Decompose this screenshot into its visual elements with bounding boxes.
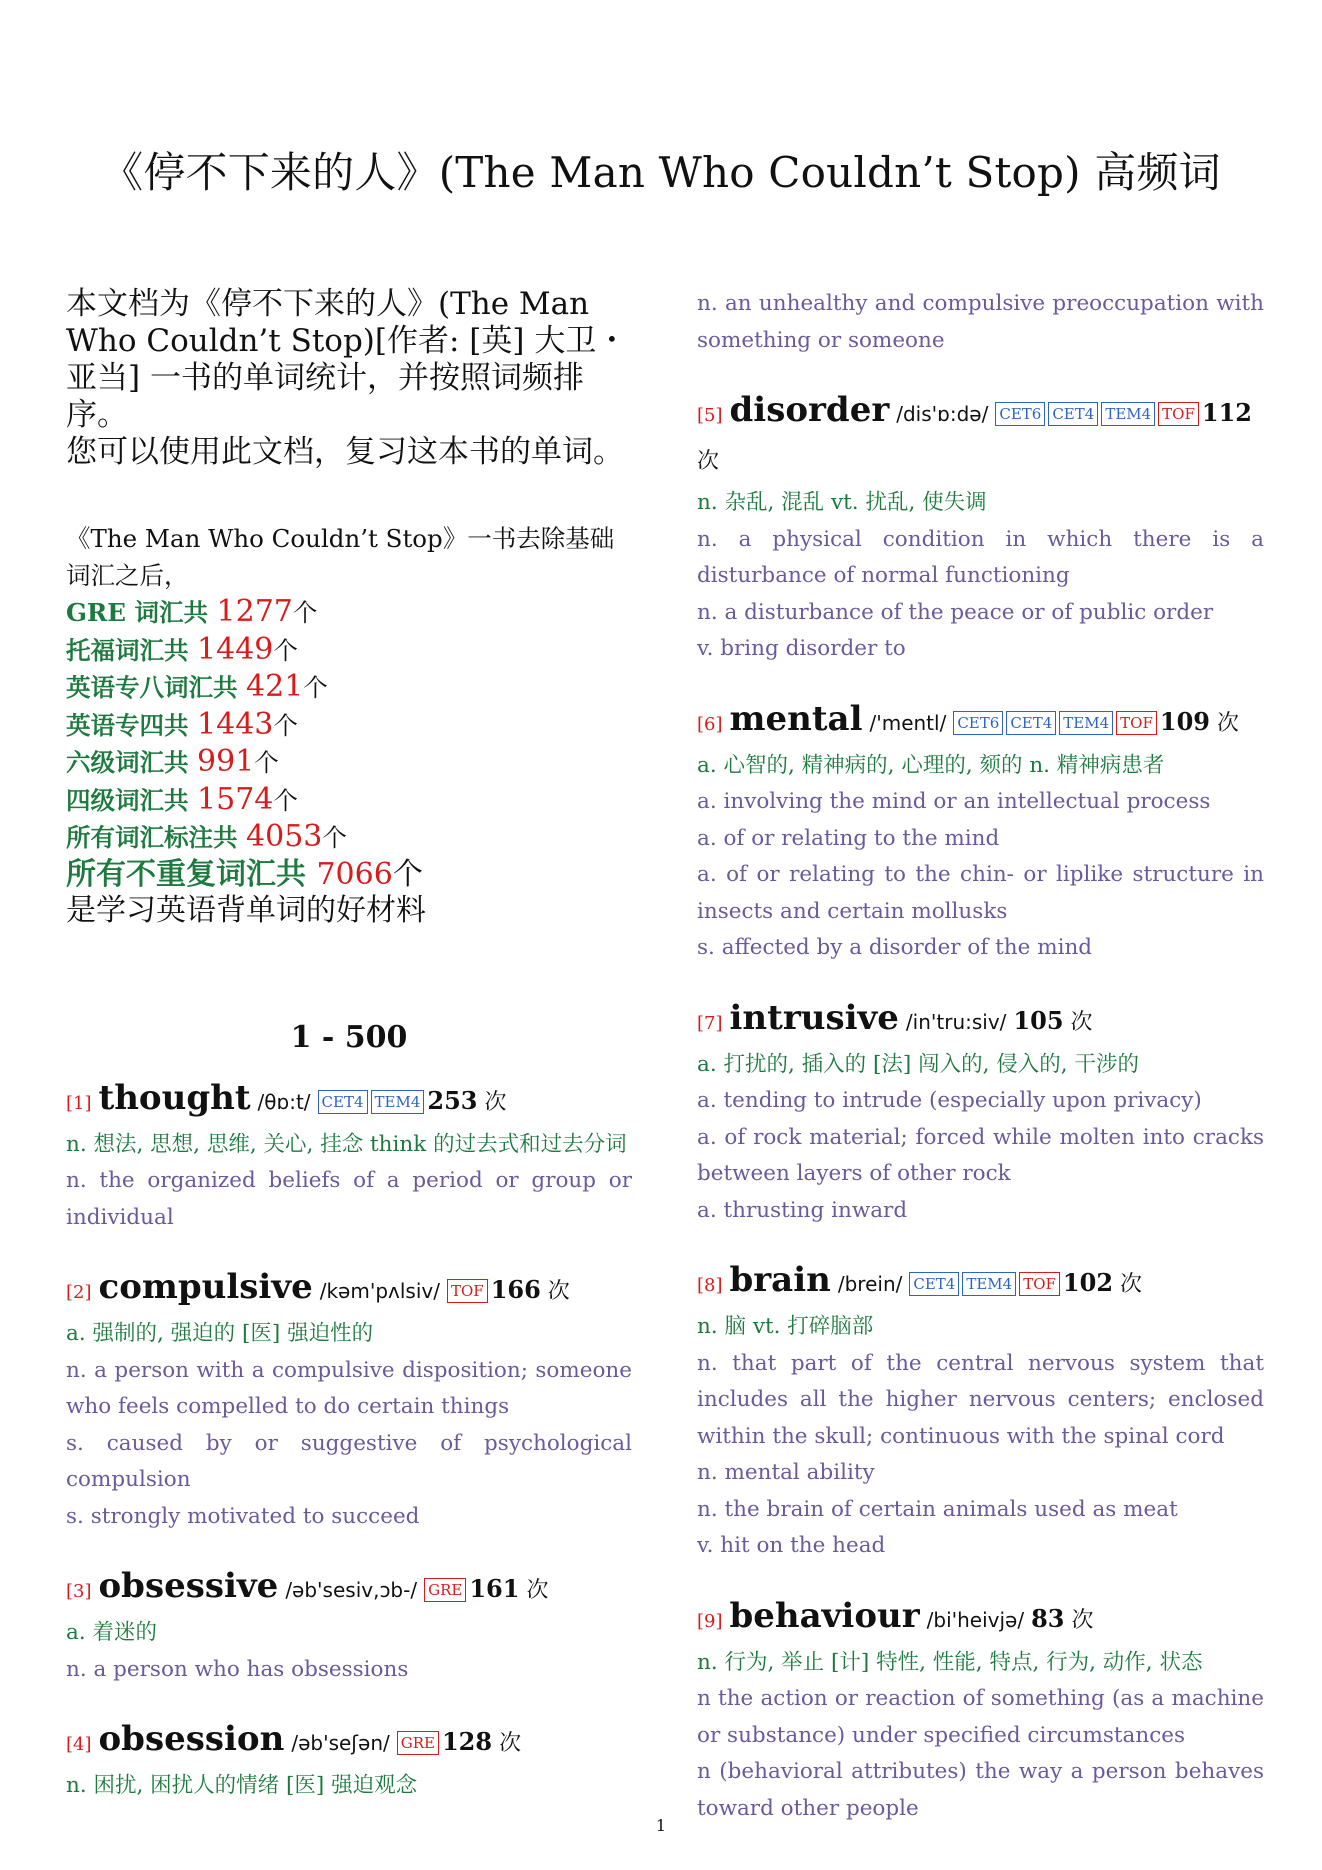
exam-tag: CET4 [909,1272,959,1296]
entry-definition: n. the organized beliefs of a period or group or individual [66,1168,632,1230]
page-title: 《停不下来的人》(The Man Who Couldn’t Stop) 高频词 [101,148,1221,197]
stat-unit: 个 [254,748,279,777]
entry-definition: n the action or reaction of something (as a machine or substance) under specified circumstances [697,1686,1264,1748]
entry-index: [3] [66,1581,92,1602]
entry-index: [1] [66,1092,92,1114]
entry-frequency: 161 [469,1574,520,1603]
exam-tag: TOF [447,1279,488,1303]
exam-tag: CET4 [1006,711,1056,735]
entry-times-unit: 次 [1120,1272,1143,1297]
entry-definition: n. a disturbance of the peace or of public order [697,599,1214,625]
word-entry [697,995,1264,1230]
entry-head [697,1593,1264,1645]
stat-label: 所有词汇标注共 [66,823,247,852]
stat-row [66,669,632,707]
entry-frequency: 109 [1159,706,1210,736]
entry-definition: a. tending to intrude (especially upon privacy) [697,1088,1202,1113]
stats-rows [66,594,632,893]
stat-row [66,819,632,857]
stat-row [66,744,632,782]
stat-unit: 个 [292,598,318,627]
stat-count: 4053 [246,819,323,854]
stat-unit: 个 [273,710,298,740]
entry-frequency: 166 [490,1275,541,1304]
stat-label: 英语专八词汇共 [66,673,247,702]
stat-row [66,594,632,632]
entry-index: [6] [697,713,723,735]
stat-count: 421 [246,669,304,704]
entry-times-unit: 次 [499,1731,522,1756]
entry-definition: n. the brain of certain animals used as meat [697,1496,1178,1522]
exam-tag: TEM4 [962,1272,1016,1296]
entry-times-unit: 次 [1070,1009,1093,1035]
entry-index: [8] [697,1275,723,1296]
word-entry [697,1593,1264,1828]
entry-times-unit: 次 [1216,710,1239,736]
stat-row [66,782,632,820]
entry-times-unit: 次 [526,1578,549,1603]
entry-head [697,1257,1264,1309]
entry-times-unit: 次 [484,1089,507,1115]
entry-definition: a. of rock material; forced while molten into cracks between layers of other rock [697,1124,1264,1186]
stat-count: 1574 [197,781,274,817]
entry-head [697,696,1264,748]
entry-index: [9] [697,1610,723,1632]
entry-definition: n. 想法, 思想, 思维, 关心, 挂念 think 的过去式和过去分词 [66,1131,627,1157]
entry-word: disorder [729,390,890,430]
entry-definition: a. 心智的, 精神病的, 心理的, 颏的 n. 精神病患者 [697,752,1165,778]
entry-head [66,1264,632,1316]
entry-frequency: 83 [1031,1603,1065,1633]
exam-tag: TEM4 [1101,402,1155,426]
entry-times-unit: 次 [697,449,720,474]
word-entry [66,1264,632,1535]
entry-definition: n. a person who has obsessions [66,1656,409,1682]
entry-phonetic: /θɒ:t/ [257,1089,311,1114]
stat-unit: 个 [392,856,423,892]
word-entry [697,1257,1264,1565]
entry-word: mental [729,698,863,739]
stat-label: 所有不重复词汇共 [66,856,317,892]
entry-frequency: 128 [441,1727,493,1756]
entry-head [66,1716,632,1768]
left-entries [66,1075,632,1805]
entry-definition: n. 困扰, 困扰人的情绪 [医] 强迫观念 [66,1773,418,1798]
right-entries [697,387,1264,1827]
entry-definition: n. a physical condition in which there is a disturbance of normal functioning [697,526,1264,588]
entry-phonetic: /brein/ [837,1272,903,1296]
entry-word: obsessive [98,1566,279,1606]
entry-definition: v. hit on the head [697,1533,886,1558]
entry-phonetic: /'mentl/ [869,710,947,735]
entry-times-unit: 次 [1071,1607,1094,1633]
intro-line-2: 您可以使用此文档，复习这本书的单词。 [66,434,624,470]
entry-word: obsession [98,1719,285,1759]
entry-definition: a. involving the mind or an intellectual process [697,789,1211,814]
entry-definition: n. a person with a compulsive disposition; someone who feels compelled to do certain things [66,1357,632,1419]
entry-head [66,1075,632,1127]
word-entry [66,1563,632,1688]
stat-count: 7066 [316,856,393,892]
entry-word: compulsive [98,1267,313,1307]
entry-phonetic: /dis'ɒ:də/ [896,402,989,426]
entry-definition: n. 脑 vt. 打碎脑部 [697,1314,874,1339]
entry-definition: v. bring disorder to [697,636,906,661]
entry-definition: a. of or relating to the mind [697,825,1000,851]
entry-head [66,1563,632,1615]
left-column [66,286,632,1833]
entry-word: brain [729,1260,831,1300]
stat-row [66,857,632,894]
stat-label: 四级词汇共 [66,785,198,815]
word-entry [697,387,1264,668]
page-number: 1 [655,1816,667,1835]
stat-unit: 个 [303,673,328,702]
entry-frequency: 253 [427,1085,478,1115]
exam-tag: TOF [1116,711,1157,735]
entry-phonetic: /bi'heivjə/ [926,1607,1025,1632]
exam-tag: TEM4 [1059,711,1113,735]
entry-head [697,387,1264,485]
entry-index: [7] [697,1012,723,1034]
stat-unit: 个 [322,823,347,852]
entry-times-unit: 次 [547,1279,570,1304]
entry-word: intrusive [729,997,899,1038]
entry-index: [5] [697,405,723,426]
stats-tail: 是学习英语背单词的好材料 [66,893,426,928]
entry-frequency: 105 [1013,1005,1064,1035]
entry-word: behaviour [729,1595,920,1636]
entry-phonetic: /əb'seʃən/ [291,1731,390,1755]
entry-definition: n. 杂乱, 混乱 vt. 扰乱, 使失调 [697,490,987,515]
entry-definition: n. mental ability [697,1460,875,1485]
entry-definition: n (behavioral attributes) the way a person behaves toward other people [697,1759,1264,1821]
exam-tag: CET6 [995,402,1045,426]
stat-count: 1443 [197,706,274,742]
stat-label: 英语专四共 [66,710,198,740]
exam-tag: TEM4 [371,1090,425,1114]
word-entry [66,1716,632,1805]
intro-line-1: 本文档为《停不下来的人》(The Man Who Couldn’t Stop)[作者: [英] 大卫・亚当] 一书的单词统计，并按照词频排序。 [66,286,628,433]
entry-definition: s. affected by a disorder of the mind [697,935,1093,960]
exam-tag: CET4 [318,1090,368,1114]
entry-definition: a. 着迷的 [66,1620,157,1645]
entry-phonetic: /in'tru:siv/ [905,1009,1007,1034]
stats-lead: 《The Man Who Couldn’t Stop》一书去除基础词汇之后， [66,524,615,590]
range-heading: 1 - 500 [290,1019,408,1055]
intro [66,286,632,471]
entry-index: [2] [66,1282,92,1303]
continued-definition: n. an unhealthy and compulsive preoccupation with something or someone [697,291,1264,353]
entry-index: [4] [66,1734,92,1755]
stat-row [66,632,632,670]
entry-frequency: 112 [1201,398,1252,427]
exam-tag: GRE [424,1578,466,1602]
stat-label: 托福词汇共 [66,635,198,665]
entry-word: thought [98,1077,251,1118]
entry-phonetic: /əb'sesiv,ɔb-/ [285,1578,418,1602]
stat-label: GRE 词汇共 [66,598,217,627]
stat-label: 六级词汇共 [66,748,198,777]
stat-unit: 个 [273,635,298,665]
exam-tag: CET6 [953,711,1003,735]
word-entry [66,1075,632,1237]
entry-definition: a. 打扰的, 插入的 [法] 闯入的, 侵入的, 干涉的 [697,1051,1139,1077]
exam-tag: CET4 [1048,402,1098,426]
entry-phonetic: /kəm'pʌlsiv/ [319,1279,440,1303]
entry-definition: a. of or relating to the chin- or liplike structure in insects and certain mollusks [697,862,1264,924]
entry-head [697,995,1264,1047]
entry-definition: s. strongly motivated to succeed [66,1503,420,1529]
stat-count: 1277 [216,594,293,629]
entry-frequency: 102 [1062,1268,1114,1297]
stat-row [66,707,632,745]
word-entry [697,696,1264,967]
exam-tag: TOF [1158,402,1199,426]
entry-definition: n. 行为, 举止 [计] 特性, 性能, 特点, 行为, 动作, 状态 [697,1649,1203,1675]
stats [66,521,632,930]
stat-count: 991 [197,744,255,779]
stat-count: 1449 [197,631,274,667]
entry-definition: n. that part of the central nervous system that includes all the higher nervous centers; enclosed within the skull; continuous with the spinal cord [697,1350,1264,1449]
stat-unit: 个 [273,785,298,815]
exam-tag: TOF [1019,1272,1060,1296]
exam-tag: GRE [397,1731,439,1755]
entry-definition: a. 强制的, 强迫的 [医] 强迫性的 [66,1321,374,1346]
entry-definition: a. thrusting inward [697,1197,908,1223]
entry-definition: s. caused by or suggestive of psychological compulsion [66,1430,632,1492]
right-column [697,286,1264,1855]
